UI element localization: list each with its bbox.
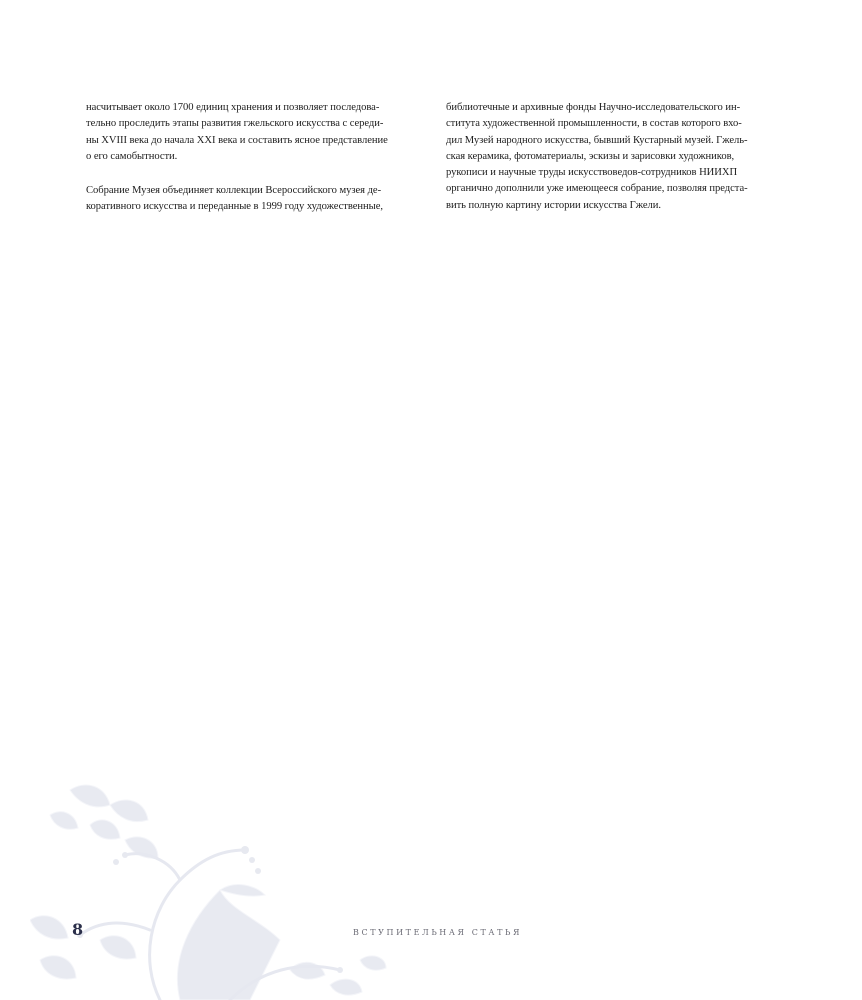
paragraph: насчитывает около 1700 единиц хранения и позволяет последова- тельно проследить этапы развития гжельского искусства с середи- ны XVIII века до начала XXI века и составить ясное представление о его самобытности. xyxy=(86,102,388,162)
running-head: ВСТУПИТЕЛЬНАЯ СТАТЬЯ xyxy=(353,928,523,937)
text-column-left xyxy=(86,100,416,234)
floral-ornament-icon xyxy=(30,770,410,1000)
text-column-right xyxy=(446,100,776,232)
page-number: 8 xyxy=(72,920,84,939)
paragraph: Собрание Музея объединяет коллекции Всероссийского музея де- коративного искусства и переданные в 1999 году художественные, xyxy=(86,185,383,213)
paragraph: библиотечные и архивные фонды Научно-исследовательского ин- ститута художественной промышленности, в состав которого вхо- дил Музей народного искусства, бывший Кустарный музей. Гжель- ская керамика, фотоматериалы, эскизы и зарисовки художников, рукописи и научные труды искусствоведов-сотрудников НИИХП органично дополнили уже имеющееся собрание, позволяя предста- вить полную картину истории искусства Гжели. xyxy=(446,102,748,211)
